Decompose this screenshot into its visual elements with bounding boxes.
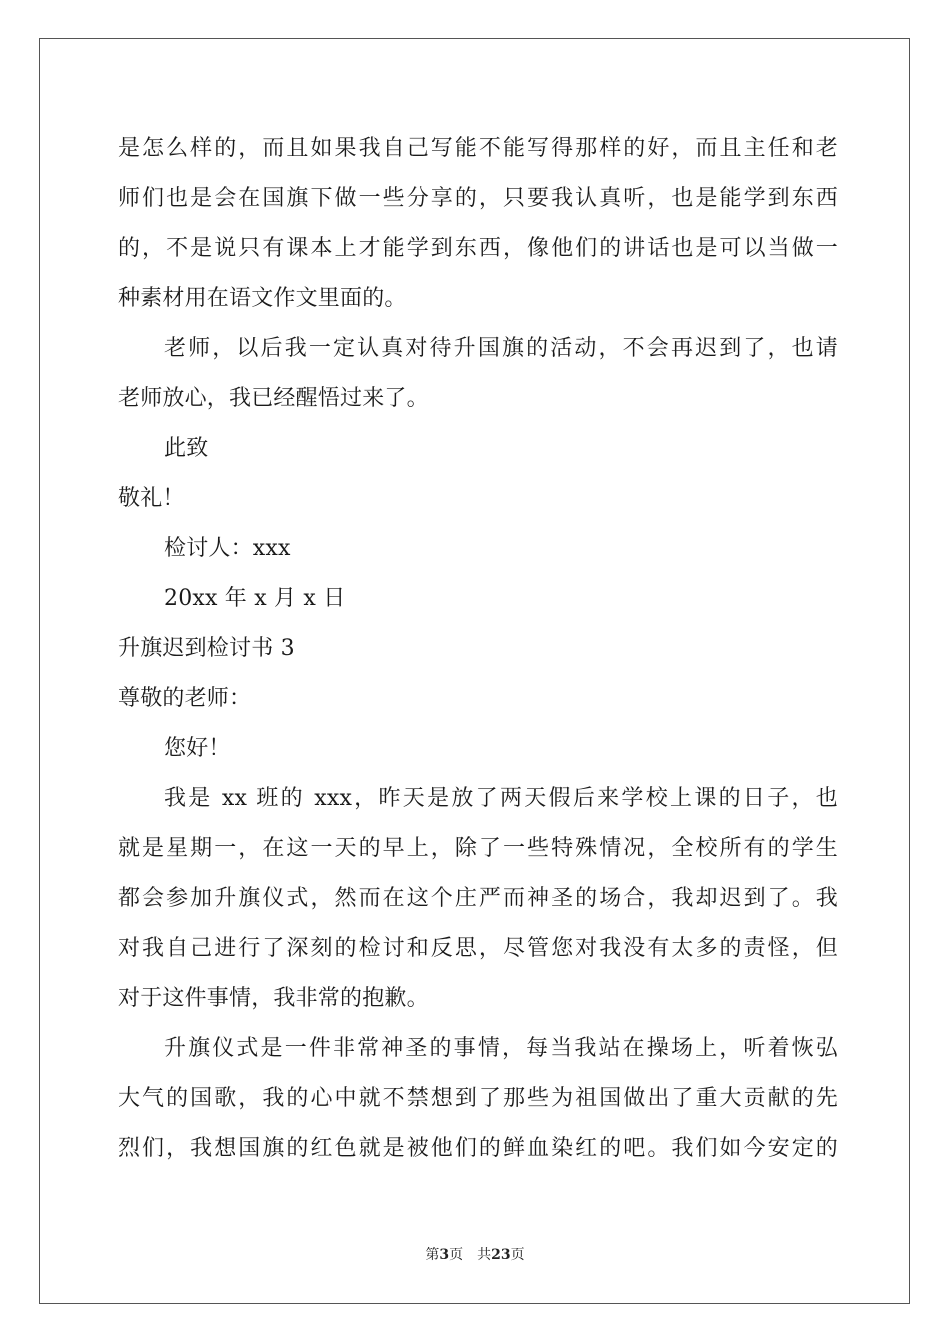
text-line: 老师放心，我已经醒悟过来了。 <box>118 386 429 411</box>
text-line: 尊敬的老师： <box>118 686 252 711</box>
text-line: 是怎么样的，而且如果我自己写能不能写得那样的好，而且主任和老 <box>118 136 838 161</box>
text-line: 20xx 年 x 月 x 日 <box>164 586 346 611</box>
text-line: 此致 <box>164 436 209 461</box>
text-line: 大气的国歌，我的心中就不禁想到了那些为祖国做出了重大贡献的先 <box>118 1086 838 1111</box>
text-line: 对我自己进行了深刻的检讨和反思，尽管您对我没有太多的责怪，但 <box>118 936 838 961</box>
text-line: 都会参加升旗仪式，然而在这个庄严而神圣的场合，我却迟到了。我 <box>118 886 838 911</box>
text-line: 您好！ <box>164 736 231 761</box>
text-line: 师们也是会在国旗下做一些分享的，只要我认真听，也是能学到东西 <box>118 186 838 211</box>
footer-suffix: 页 <box>510 1247 525 1263</box>
text-line: 我是 xx 班的 xxx，昨天是放了两天假后来学校上课的日子，也 <box>164 786 838 811</box>
text-line: 老师，以后我一定认真对待升国旗的活动，不会再迟到了，也请 <box>164 336 838 361</box>
text-line: 检讨人：xxx <box>164 536 291 561</box>
footer-middle: 页 共 <box>449 1247 492 1263</box>
text-line: 升旗迟到检讨书 3 <box>118 636 295 661</box>
current-page-number: 3 <box>439 1247 450 1263</box>
text-line: 种素材用在语文作文里面的。 <box>118 286 407 311</box>
total-page-number: 23 <box>491 1247 511 1263</box>
document-body <box>118 124 838 1174</box>
text-line: 升旗仪式是一件非常神圣的事情，每当我站在操场上，听着恢弘 <box>164 1036 838 1061</box>
text-line: 敬礼！ <box>118 486 185 511</box>
page-footer <box>0 1244 950 1264</box>
text-line: 烈们，我想国旗的红色就是被他们的鲜血染红的吧。我们如今安定的 <box>118 1136 838 1161</box>
text-line: 对于这件事情，我非常的抱歉。 <box>118 986 429 1011</box>
footer-prefix: 第 <box>425 1247 440 1263</box>
text-line: 的，不是说只有课本上才能学到东西，像他们的讲话也是可以当做一 <box>118 236 838 261</box>
text-line: 就是星期一，在这一天的早上，除了一些特殊情况，全校所有的学生 <box>118 836 838 861</box>
